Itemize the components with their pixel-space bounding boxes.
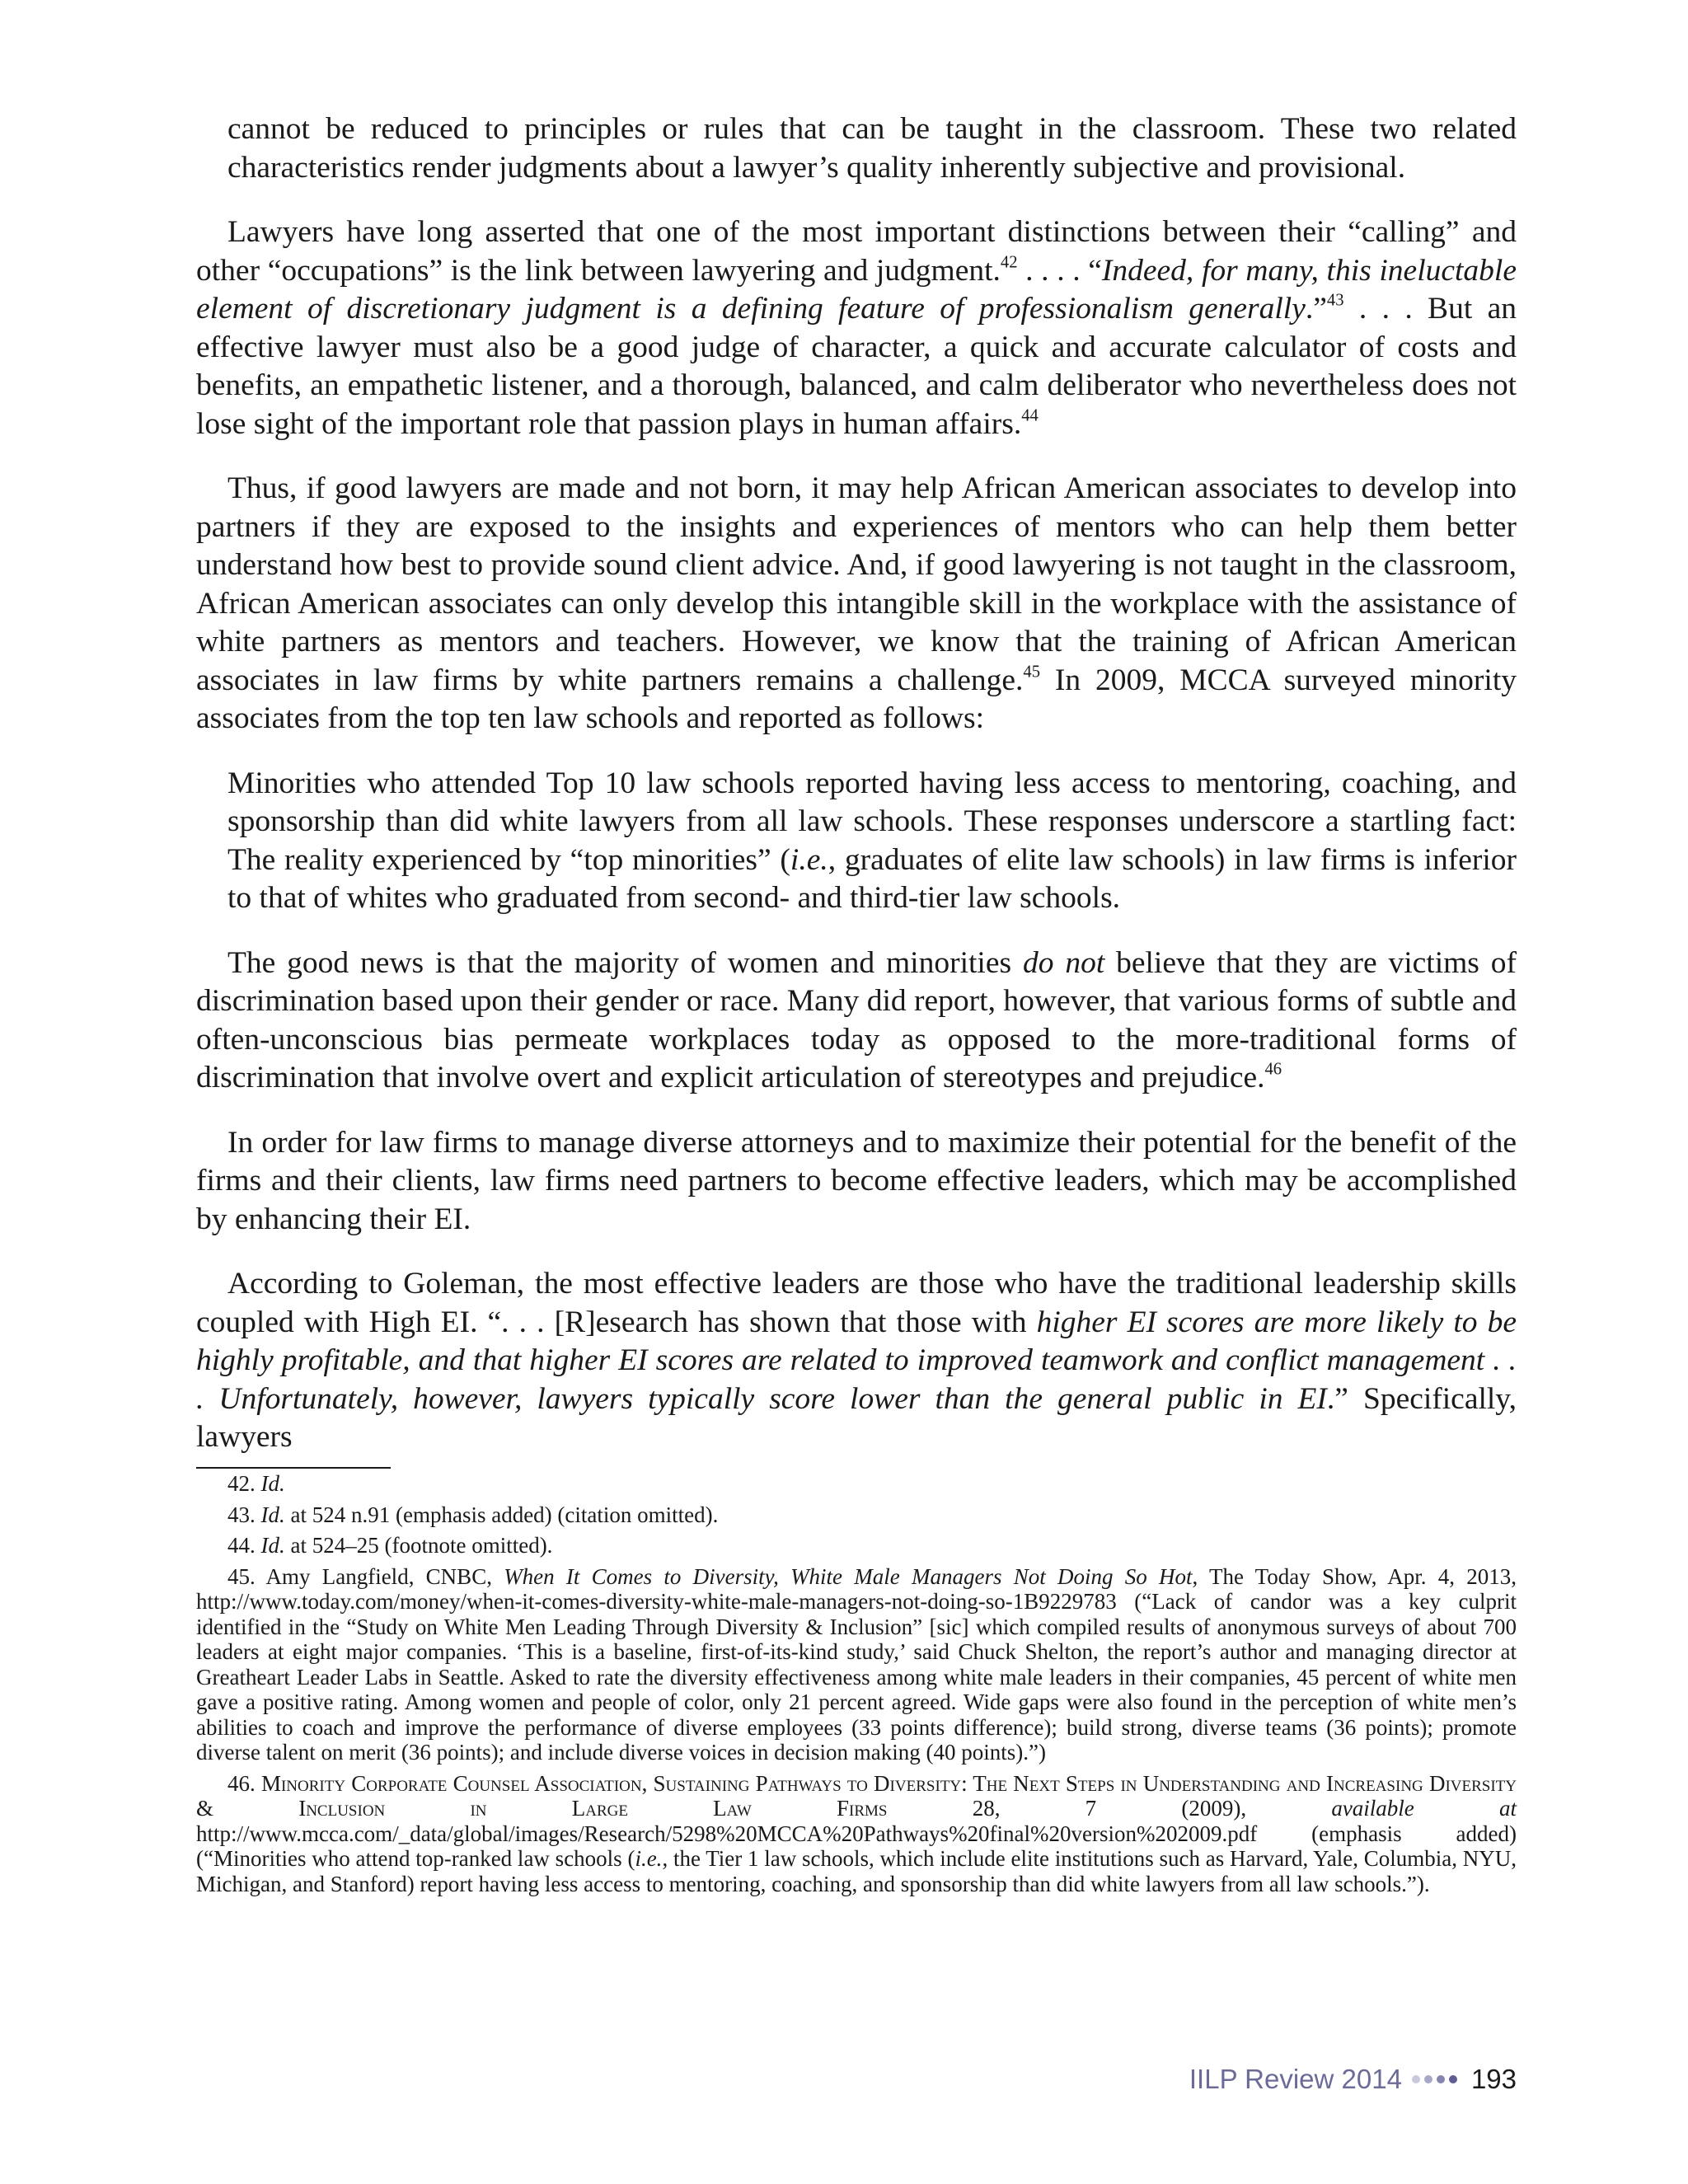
text-span: , graduates of elite law schools) in law firms is inferior to that of whites who graduated from second- and third-tier law schools. xyxy=(227,842,1517,915)
page-number: 193 xyxy=(1470,2064,1517,2094)
text-span: . . . . “ xyxy=(1017,253,1102,288)
italic-text: do not xyxy=(1022,945,1105,980)
italic-text: i.e. xyxy=(790,842,828,877)
paragraph xyxy=(196,213,1517,443)
italic-text: higher EI scores are more likely to be highly profitable, and that higher EI scores are related to improved teamwork and conflict management . . . Unfortunately, however, lawyers typically score lower than the general public in EI xyxy=(196,1305,1517,1416)
footnote-ref: 45 xyxy=(1023,663,1041,682)
footnote-ref: 43 xyxy=(1326,291,1344,310)
text-span: at 524–25 (footnote omitted). xyxy=(284,1533,553,1558)
text-span: 42. xyxy=(227,1471,261,1496)
page-footer xyxy=(1189,2064,1517,2095)
footnote-43 xyxy=(196,1502,1517,1528)
small-caps-text: Minority Corporate Counsel Association, Sustaining Pathways to Diversity: The Next Steps in Understanding and Increasing Diversity & Inclusion in Large Law Firms xyxy=(196,1770,1517,1821)
text-span: In order for law firms to manage diverse attorneys and to maximize their potential for the benefit of the firms and their clients, law firms need partners to become effective leaders, which may be accomplished by enhancing their EI. xyxy=(196,1125,1517,1236)
italic-text: i.e. xyxy=(635,1846,663,1871)
text-span: Minorities who attended Top 10 law schools reported having less access to mentoring, coaching, and sponsorship than did white lawyers from all law schools. These responses underscore a startling fact: The reality experienced by “top minorities” ( xyxy=(227,766,1517,877)
dots-ornament-icon xyxy=(1412,2075,1461,2083)
footnote-ref: 46 xyxy=(1264,1060,1282,1079)
text-span: The good news is that the majority of women and minorities xyxy=(227,945,1023,980)
text-span: , the Tier 1 law schools, which include elite institutions such as Harvard, Yale, Columbia, NYU, Michigan, and Stanford) report having less access to mentoring, coaching, and sponsorship than did white lawyers from all law schools.”). xyxy=(196,1846,1517,1896)
text-span: .” xyxy=(1305,292,1327,326)
italic-text: Indeed, for many, this ineluctable element of discretionary judgment is a defining feature of professionalism generally xyxy=(196,253,1517,326)
text-span: . . . But an effective lawyer must also be a good judge of character, a quick and accurate calculator of costs and benefits, an empathetic listener, and a thorough, balanced, and calm deliberator who nevertheless does not lose sight of the important role that passion plays in human affairs. xyxy=(196,292,1517,441)
paragraph xyxy=(196,944,1517,1098)
italic-text: available at xyxy=(1331,1796,1517,1821)
footnote-44 xyxy=(196,1533,1517,1558)
footnote-46 xyxy=(196,1771,1517,1897)
footnote-45 xyxy=(196,1564,1517,1765)
dot-icon xyxy=(1424,2075,1432,2083)
text-span: In 2009, MCCA surveyed minority associates from the top ten law schools and reported as follows: xyxy=(196,663,1517,735)
text-span: 28, 7 (2009), xyxy=(887,1796,1332,1821)
dot-icon xyxy=(1449,2075,1457,2083)
dot-icon xyxy=(1437,2075,1445,2083)
text-span: Thus, if good lawyers are made and not born, it may help African American associates to develop into partners if they are exposed to the insights and experiences of mentors who can help them better understand how best to provide sound client advice. And, if good lawyering is not taught in the classroom, African American associates can only develop this intangible skill in the workplace with the assistance of white partners as mentors and teachers. However, we know that the training of African American associates in law firms by white partners remains a challenge. xyxy=(196,471,1517,697)
footnote-ref: 44 xyxy=(1021,406,1039,425)
paragraph xyxy=(196,470,1517,738)
text-span: 45. Amy Langfield, CNBC, xyxy=(227,1563,504,1589)
block-quote-continued xyxy=(227,110,1517,187)
text-span: 46. xyxy=(227,1770,261,1796)
text-span: , The Today Show, Apr. 4, 2013, http://www.today.com/money/when-it-comes-diversity-white-male-managers-not-doing-so-1B9229783 (“Lack of candor was a key culprit identified in the “Study on White Men Leading Through Diversity & Inclusion” [sic] which compiled results of anonymous surveys of about 700 leaders at eight major companies. ‘This is a baseline, first-of-its-kind study,’ said Chuck Shelton, the report’s author and managing director at Greatheart Leader Labs in Seattle. Asked to rate the diversity effectiveness among white male leaders in their companies, 45 percent of white men gave a positive rating. Among women and people of color, only 21 percent agreed. Wide gaps were also found in the perception of white men’s abilities to coach and improve the performance of diverse employees (33 points difference); build strong, diverse teams (36 points); promote diverse talent on merit (36 points); and include diverse voices in decision making (40 points).”) xyxy=(196,1563,1517,1765)
dot-icon xyxy=(1412,2075,1420,2083)
text-span: http://www.mcca.com/_data/global/images/Research/5298%20MCCA%20Pathways%20final%20version%202009.pdf (emphasis added) (“Minorities who attend top-ranked law schools ( xyxy=(196,1821,1517,1871)
journal-name: IILP Review 2014 xyxy=(1189,2064,1402,2094)
italic-text: Id. xyxy=(260,1533,285,1558)
block-quote xyxy=(227,765,1517,918)
text-span: believe that they are victims of discrimination based upon their gender or race. Many did report, however, that various forms of subtle and often-unconscious bias permeate workplaces today as opposed to the more-traditional forms of discrimination that involve overt and explicit articulation of stereotypes and prejudice. xyxy=(196,945,1517,1094)
paragraph xyxy=(196,1265,1517,1457)
text-span: cannot be reduced to principles or rules that can be taught in the classroom. These two related characteristics render judgments about a lawyer’s quality inherently subjective and provisional. xyxy=(227,112,1517,185)
main-text xyxy=(196,110,1517,1483)
text-span: 43. xyxy=(227,1502,261,1527)
text-span: According to Goleman, the most effective leaders are those who have the traditional leadership skills coupled with High EI. “. . . [R]esearch has shown that those with xyxy=(196,1267,1517,1339)
text-span: Lawyers have long asserted that one of the most important distinctions between their “calling” and other “occupations” is the link between lawyering and judgment. xyxy=(196,215,1517,288)
text-span: .” Specifically, lawyers xyxy=(196,1381,1517,1454)
footnote-ref: 42 xyxy=(1000,253,1018,272)
footnote-42 xyxy=(196,1471,1517,1497)
italic-text: Id. xyxy=(260,1471,285,1496)
italic-text: Id. xyxy=(260,1502,285,1527)
text-span: at 524 n.91 (emphasis added) (citation omitted). xyxy=(284,1502,719,1527)
footnote-divider xyxy=(196,1467,391,1469)
text-span: 44. xyxy=(227,1533,261,1558)
footnotes xyxy=(196,1471,1517,1902)
paragraph xyxy=(196,1124,1517,1240)
italic-text: When It Comes to Diversity, White Male Managers Not Doing So Hot xyxy=(504,1563,1193,1589)
